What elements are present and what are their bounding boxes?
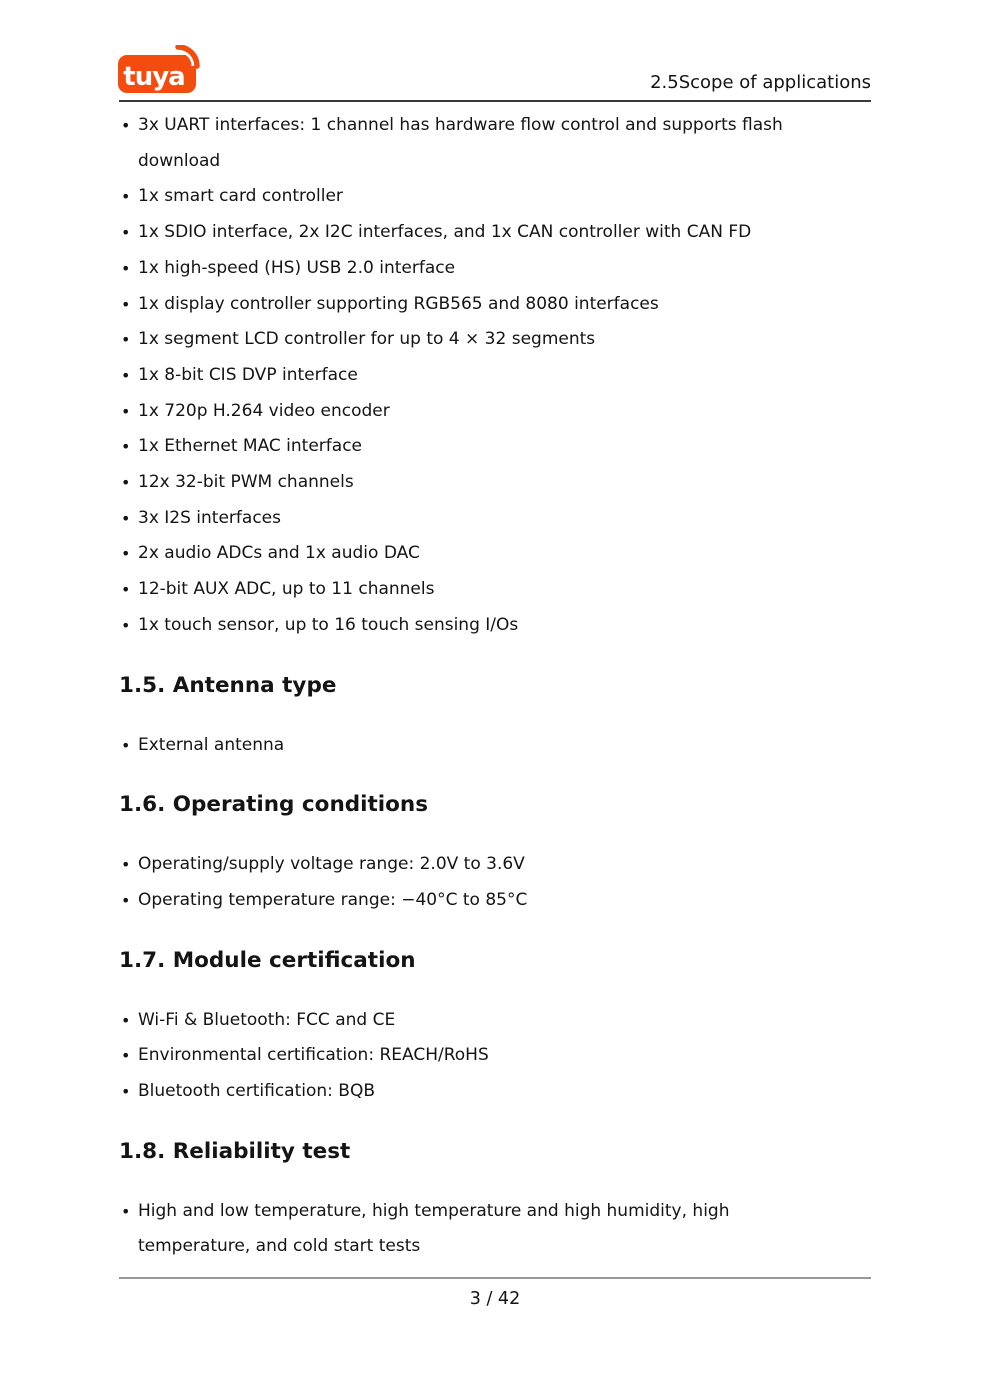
list-item: • 1x SDIO interface, 2x I2C interfaces, and 1x CAN controller with CAN FD bbox=[119, 215, 871, 251]
section-heading: 1.6. Operating conditions bbox=[119, 792, 429, 818]
list-item: • 2x audio ADCs and 1x audio DAC bbox=[119, 536, 871, 572]
header-section-title: 2.5Scope of applications bbox=[650, 72, 871, 93]
list-item: • 1x high-speed (HS) USB 2.0 interface bbox=[119, 251, 871, 287]
tuya-logo bbox=[118, 45, 202, 95]
antenna-type-list bbox=[119, 728, 871, 764]
operating-conditions-list bbox=[119, 847, 871, 918]
section-antenna-type bbox=[119, 671, 871, 764]
reliability-test-list bbox=[119, 1194, 871, 1265]
list-item: • High and low temperature, high temperature and high humidity, high temperature, and cold start tests bbox=[119, 1194, 871, 1265]
list-item: • 1x smart card controller bbox=[119, 179, 871, 215]
list-item: • 1x display controller supporting RGB565 and 8080 interfaces bbox=[119, 287, 871, 323]
section-heading: 1.7. Module certification bbox=[119, 947, 416, 973]
list-item: • 1x 8-bit CIS DVP interface bbox=[119, 358, 871, 394]
list-item: • 12-bit AUX ADC, up to 11 channels bbox=[119, 572, 871, 608]
list-item: • 1x Ethernet MAC interface bbox=[119, 429, 871, 465]
module-certification-list bbox=[119, 1003, 871, 1110]
list-item: • 12x 32-bit PWM channels bbox=[119, 465, 871, 501]
section-heading: 1.5. Antenna type bbox=[119, 672, 337, 698]
list-item: • 1x touch sensor, up to 16 touch sensing I/Os bbox=[119, 608, 871, 644]
list-item: • External antenna bbox=[119, 728, 871, 764]
section-reliability-test bbox=[119, 1137, 871, 1265]
list-item: • 1x 720p H.264 video encoder bbox=[119, 394, 871, 430]
list-item: • Operating/supply voltage range: 2.0V to 3.6V bbox=[119, 847, 871, 883]
page-footer bbox=[119, 1277, 871, 1309]
page-content bbox=[119, 108, 871, 1265]
tuya-logo-icon bbox=[118, 45, 202, 95]
section-heading: 1.8. Reliability test bbox=[119, 1138, 351, 1164]
page-header bbox=[119, 0, 871, 102]
list-item: • 3x I2S interfaces bbox=[119, 501, 871, 537]
feature-list bbox=[119, 108, 871, 644]
list-item: • 1x segment LCD controller for up to 4 × 32 segments bbox=[119, 322, 871, 358]
list-item: • Wi-Fi & Bluetooth: FCC and CE bbox=[119, 1003, 871, 1039]
list-item: • Operating temperature range: −40°C to 85°C bbox=[119, 883, 871, 919]
section-module-certification bbox=[119, 946, 871, 1110]
tuya-logo-text: tuya bbox=[123, 62, 185, 92]
list-item: • Environmental certification: REACH/RoHS bbox=[119, 1038, 871, 1074]
list-item: • 3x UART interfaces: 1 channel has hardware flow control and supports flash download bbox=[119, 108, 871, 179]
list-item: • Bluetooth certification: BQB bbox=[119, 1074, 871, 1110]
section-operating-conditions bbox=[119, 790, 871, 918]
page-number: 3 / 42 bbox=[469, 1289, 521, 1309]
